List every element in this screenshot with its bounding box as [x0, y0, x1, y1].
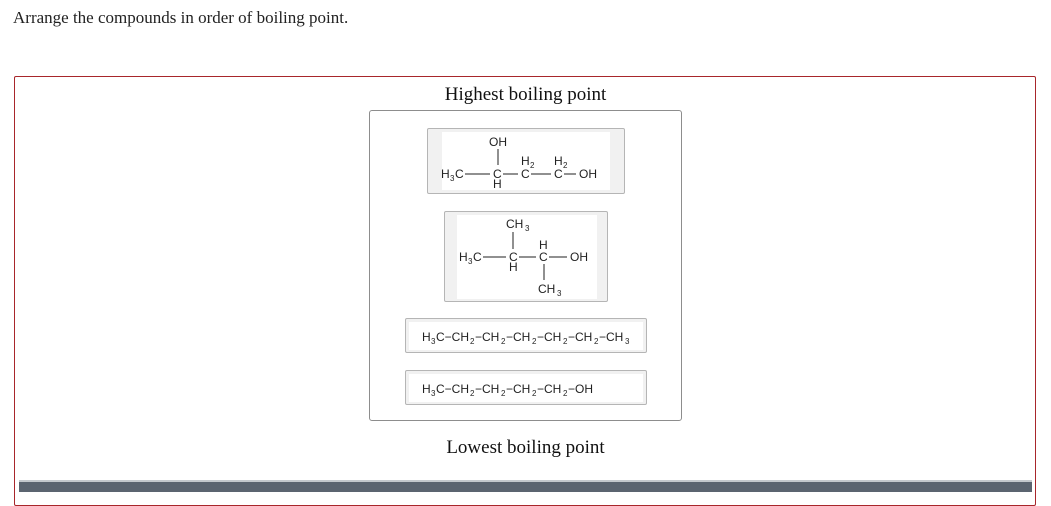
svg-text:C: C: [521, 167, 530, 181]
compound-card-1[interactable]: [427, 128, 625, 194]
question-prompt: Arrange the compounds in order of boiling point.: [13, 8, 349, 27]
svg-text:C−CH: C−CH: [436, 382, 470, 396]
svg-text:2: 2: [470, 337, 475, 346]
svg-text:H: H: [459, 250, 468, 264]
svg-text:−CH: −CH: [506, 382, 531, 396]
svg-text:2: 2: [532, 389, 537, 398]
svg-text:−CH: −CH: [568, 330, 593, 344]
svg-text:H: H: [554, 154, 563, 168]
svg-text:C: C: [554, 167, 563, 181]
svg-text:C: C: [509, 250, 518, 264]
svg-text:2: 2: [530, 161, 535, 170]
svg-text:OH: OH: [579, 167, 597, 181]
svg-text:3: 3: [431, 337, 436, 346]
svg-text:C: C: [455, 167, 464, 181]
svg-text:2: 2: [501, 389, 506, 398]
svg-text:H: H: [539, 238, 548, 252]
structure-butanediol: [428, 129, 626, 195]
svg-text:C: C: [539, 250, 548, 264]
svg-text:−CH: −CH: [537, 330, 562, 344]
svg-text:H: H: [422, 330, 431, 344]
svg-text:H: H: [493, 177, 502, 191]
lowest-boiling-label: Lowest boiling point: [446, 437, 605, 458]
svg-text:OH: OH: [570, 250, 588, 264]
bottom-toolbar: [19, 480, 1032, 492]
structure-pentanol: [406, 371, 648, 406]
svg-text:CH: CH: [506, 217, 524, 231]
svg-text:3: 3: [525, 224, 530, 233]
svg-text:−OH: −OH: [568, 382, 594, 396]
svg-text:2: 2: [563, 389, 568, 398]
svg-text:3: 3: [625, 337, 630, 346]
svg-text:−CH: −CH: [475, 330, 500, 344]
svg-text:H: H: [441, 167, 450, 181]
svg-text:3: 3: [468, 257, 473, 266]
svg-text:H: H: [509, 260, 518, 274]
svg-text:H: H: [422, 382, 431, 396]
svg-text:3: 3: [450, 174, 455, 183]
svg-text:C−CH: C−CH: [436, 330, 470, 344]
svg-text:3: 3: [557, 289, 562, 298]
svg-text:−CH: −CH: [537, 382, 562, 396]
highest-boiling-label: Highest boiling point: [444, 84, 607, 105]
compound-card-4[interactable]: [405, 370, 647, 405]
svg-text:2: 2: [501, 337, 506, 346]
svg-text:OH: OH: [489, 135, 507, 149]
svg-text:C: C: [493, 167, 502, 181]
svg-text:C: C: [473, 250, 482, 264]
svg-text:2: 2: [470, 389, 475, 398]
svg-text:2: 2: [532, 337, 537, 346]
structure-dimethylbutanol: [445, 212, 609, 303]
structure-hexane: [406, 319, 648, 354]
svg-text:3: 3: [431, 389, 436, 398]
svg-text:2: 2: [563, 337, 568, 346]
svg-text:2: 2: [563, 161, 568, 170]
svg-text:−CH: −CH: [599, 330, 624, 344]
compound-card-2[interactable]: [444, 211, 608, 302]
svg-text:−CH: −CH: [506, 330, 531, 344]
compound-card-3[interactable]: [405, 318, 647, 353]
svg-text:2: 2: [594, 337, 599, 346]
ranking-drop-zone[interactable]: [369, 110, 682, 421]
svg-text:−CH: −CH: [475, 382, 500, 396]
svg-text:H: H: [521, 154, 530, 168]
svg-text:CH: CH: [538, 282, 556, 296]
